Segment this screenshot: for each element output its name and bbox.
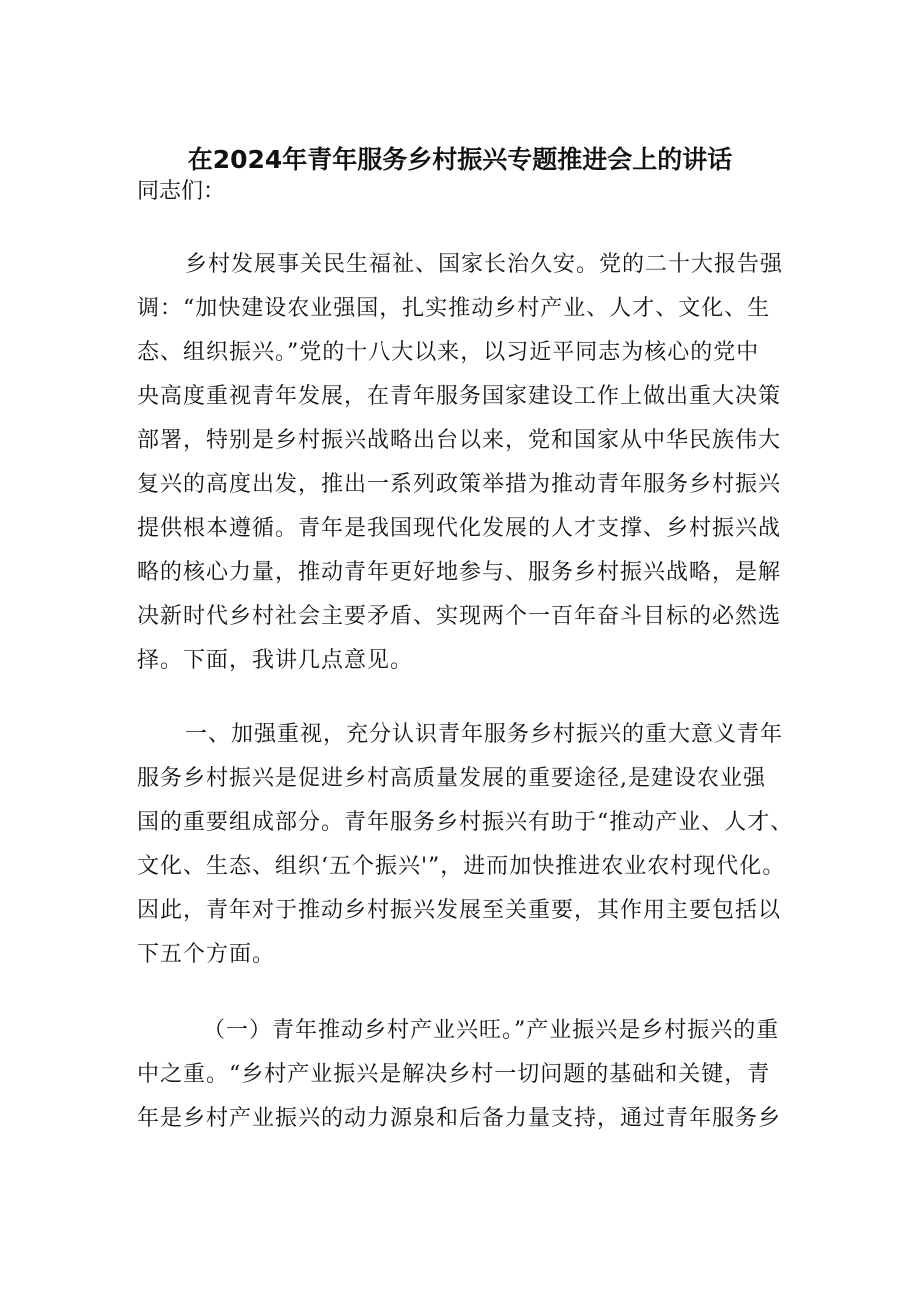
paragraph-line: 因此，青年对于推动乡村振兴发展至关重要，其作用主要包括以 [137, 898, 782, 923]
paragraph-line: 复兴的高度出发，推出一系列政策举措为推动青年服务乡村振兴 [137, 472, 782, 497]
paragraph-line: 文化、生态、组织‘五个振兴'”，进而加快推进农业农村现代化。 [137, 854, 786, 879]
paragraph-line: 下五个方面。 [137, 942, 276, 967]
paragraph-line: 国的重要组成部分。青年服务乡村振兴有助于“推动产业、人才、 [137, 810, 794, 835]
paragraph-line: 央高度重视青年发展，在青年服务国家建设工作上做出重大决策 [137, 384, 782, 409]
paragraph-line: 部署，特别是乡村振兴战略出台以来，党和国家从中华民族伟大 [137, 428, 782, 453]
paragraph-line: 提供根本遵循。青年是我国现代化发展的人才支撑、乡村振兴战 [137, 516, 782, 541]
paragraph-line: 服务乡村振兴是促进乡村高质量发展的重要途径,是建设农业强 [137, 766, 766, 791]
section-heading-line: 一、加强重视，充分认识青年服务乡村振兴的重大意义青年 [185, 722, 784, 747]
document-title: 在2024年青年服务乡村振兴专题推进会上的讲话 [187, 145, 733, 174]
paragraph-line: 调：“加快建设农业强国，扎实推动乡村产业、人才、文化、生 [137, 296, 771, 321]
paragraph-line: 略的核心力量，推动青年更好地参与、服务乡村振兴战略，是解 [137, 560, 782, 585]
paragraph-line: 态、组织振兴。”党的十八大以来，以习近平同志为核心的党中 [137, 340, 760, 365]
paragraph-line: 中之重。“乡村产业振兴是解决乡村一切问题的基础和关键，青 [137, 1062, 771, 1087]
paragraph-line: 年是乡村产业振兴的动力源泉和后备力量支持，通过青年服务乡 [137, 1106, 782, 1131]
paragraph-line: 乡村发展事关民生福祉、国家长治久安。党的二十大报告强 [185, 252, 784, 277]
paragraph-line: 决新时代乡村社会主要矛盾、实现两个一百年奋斗目标的必然选 [137, 604, 782, 629]
greeting: 同志们： [137, 179, 226, 204]
paragraph-line: 择。下面，我讲几点意见。 [137, 648, 414, 673]
subsection-heading-line: （一）青年推动乡村产业兴旺。”产业振兴是乡村振兴的重 [203, 1018, 780, 1043]
